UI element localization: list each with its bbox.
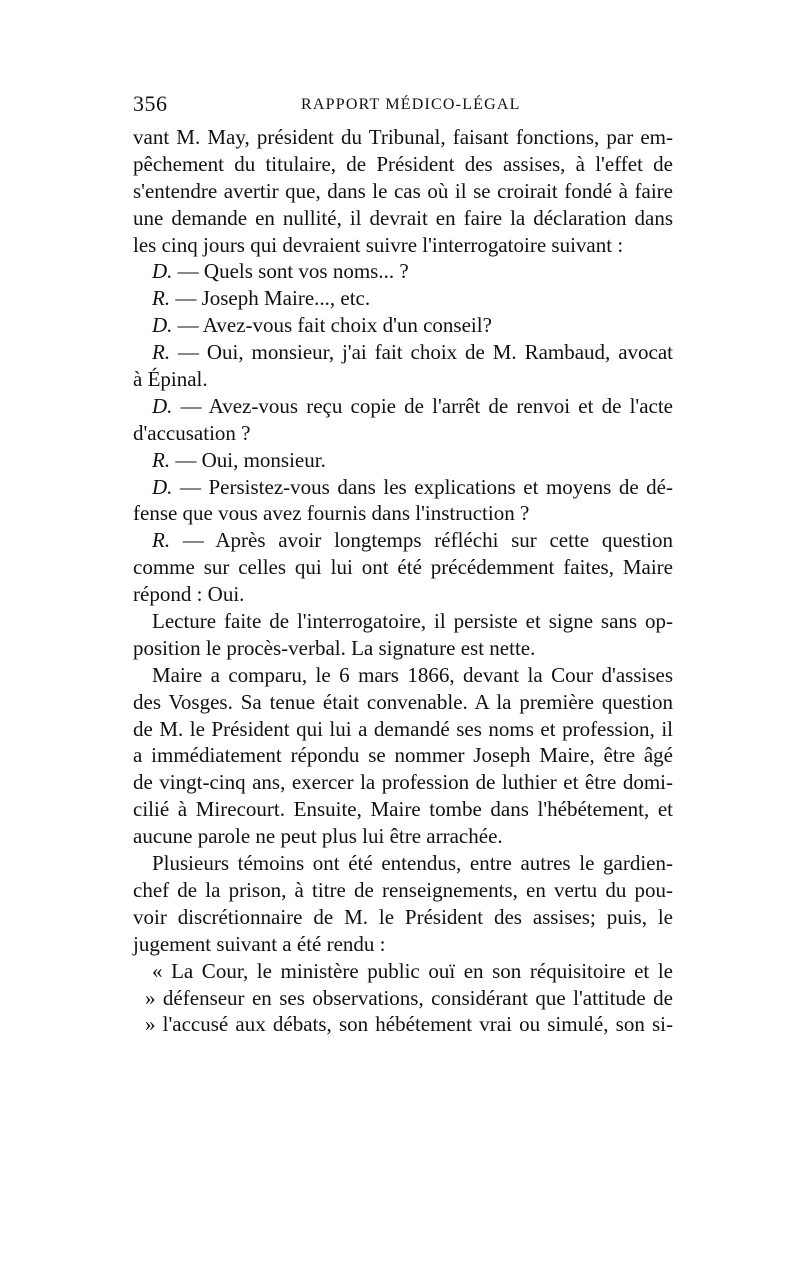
speaker-marker: R.	[152, 447, 171, 472]
text-line	[133, 124, 673, 151]
text-run: d'accusation ?	[133, 420, 251, 445]
text-line	[133, 796, 673, 823]
speaker-marker: R.	[152, 340, 171, 365]
text-run: chef de la prison, à titre de renseignements, en vertu du pou-	[133, 877, 673, 902]
text-run: de M. le Président qui lui a demandé ses noms et profession, il	[133, 716, 673, 741]
text-line	[133, 931, 673, 958]
text-run: » l'accusé aux débats, son hébétement vrai ou simulé, son si-	[145, 1012, 673, 1037]
text-run: — Persistez-vous dans les explications et moyens de dé-	[172, 474, 673, 499]
text-run: à Épinal.	[133, 367, 208, 392]
text-line	[133, 393, 673, 420]
text-line	[133, 689, 673, 716]
text-line	[133, 151, 673, 178]
text-run: — Avez-vous fait choix d'un conseil?	[172, 313, 492, 338]
text-run: de vingt-cinq ans, exercer la profession de luthier et être domi-	[133, 770, 673, 795]
text-line	[133, 258, 673, 285]
text-line	[133, 447, 673, 474]
text-line	[133, 312, 673, 339]
text-line	[133, 850, 673, 877]
speaker-marker: D.	[152, 259, 173, 284]
text-line	[133, 742, 673, 769]
text-run: Maire a comparu, le 6 mars 1866, devant la Cour d'assises	[152, 662, 673, 687]
text-run: cilié à Mirecourt. Ensuite, Maire tombe dans l'hébétement, et	[133, 797, 673, 822]
text-line	[133, 958, 673, 985]
text-line	[133, 339, 673, 366]
text-run: jugement suivant a été rendu :	[133, 931, 386, 956]
running-head: RAPPORT MÉDICO-LÉGAL	[301, 96, 521, 113]
text-line	[133, 716, 673, 743]
text-line	[133, 554, 673, 581]
text-run: une demande en nullité, il devrait en faire la déclaration dans	[133, 205, 673, 230]
text-run: — Après avoir longtemps réfléchi sur cette question	[170, 528, 673, 553]
speaker-marker: R.	[152, 286, 171, 311]
text-line	[133, 985, 673, 1012]
text-run: position le procès-verbal. La signature est nette.	[133, 635, 536, 660]
speaker-marker: D.	[152, 313, 173, 338]
body-text	[133, 124, 673, 1038]
page-header	[133, 92, 673, 116]
text-line	[133, 232, 673, 259]
text-line	[133, 205, 673, 232]
speaker-marker: D.	[152, 474, 173, 499]
text-line	[133, 581, 673, 608]
text-line	[133, 420, 673, 447]
text-run: des Vosges. Sa tenue était convenable. A la première question	[133, 689, 673, 714]
text-run: — Avez-vous reçu copie de l'arrêt de renvoi et de l'acte	[172, 393, 673, 418]
speaker-marker: D.	[152, 393, 173, 418]
text-line	[133, 823, 673, 850]
text-run: — Oui, monsieur.	[170, 447, 326, 472]
text-run: pêchement du titulaire, de Président des assises, à l'effet de	[133, 151, 673, 176]
speaker-marker: R.	[152, 528, 171, 553]
text-line	[133, 500, 673, 527]
text-run: Plusieurs témoins ont été entendus, entre autres le gardien-	[152, 851, 673, 876]
text-line	[133, 366, 673, 393]
text-run: comme sur celles qui lui ont été précédemment faites, Maire	[133, 555, 673, 580]
page-number: 356	[133, 91, 168, 116]
text-run: Lecture faite de l'interrogatoire, il persiste et signe sans op-	[152, 609, 673, 634]
text-run: les cinq jours qui devraient suivre l'interrogatoire suivant :	[133, 232, 624, 257]
text-line	[133, 527, 673, 554]
text-run: vant M. May, président du Tribunal, faisant fonctions, par em-	[133, 125, 673, 149]
text-run: — Joseph Maire..., etc.	[170, 286, 371, 311]
text-run: répond : Oui.	[133, 582, 245, 607]
text-run: » défenseur en ses observations, considérant que l'attitude de	[145, 985, 673, 1010]
text-run: — Oui, monsieur, j'ai fait choix de M. Rambaud, avocat	[170, 340, 673, 365]
text-line	[133, 877, 673, 904]
text-line	[133, 285, 673, 312]
text-line	[133, 178, 673, 205]
text-run: — Quels sont vos noms... ?	[172, 259, 409, 284]
text-run: aucune parole ne peut plus lui être arrachée.	[133, 824, 503, 849]
text-line	[133, 635, 673, 662]
text-run: s'entendre avertir que, dans le cas où il se croirait fondé à faire	[133, 178, 673, 203]
text-line	[133, 662, 673, 689]
text-line	[133, 769, 673, 796]
text-run: fense que vous avez fournis dans l'instruction ?	[133, 501, 530, 526]
text-line	[133, 608, 673, 635]
text-run: « La Cour, le ministère public ouï en son réquisitoire et le	[152, 958, 673, 983]
text-line	[133, 904, 673, 931]
text-line	[133, 474, 673, 501]
text-run: a immédiatement répondu se nommer Joseph Maire, être âgé	[133, 743, 673, 768]
text-line	[133, 1011, 673, 1038]
text-run: voir discrétionnaire de M. le Président des assises; puis, le	[133, 904, 673, 929]
